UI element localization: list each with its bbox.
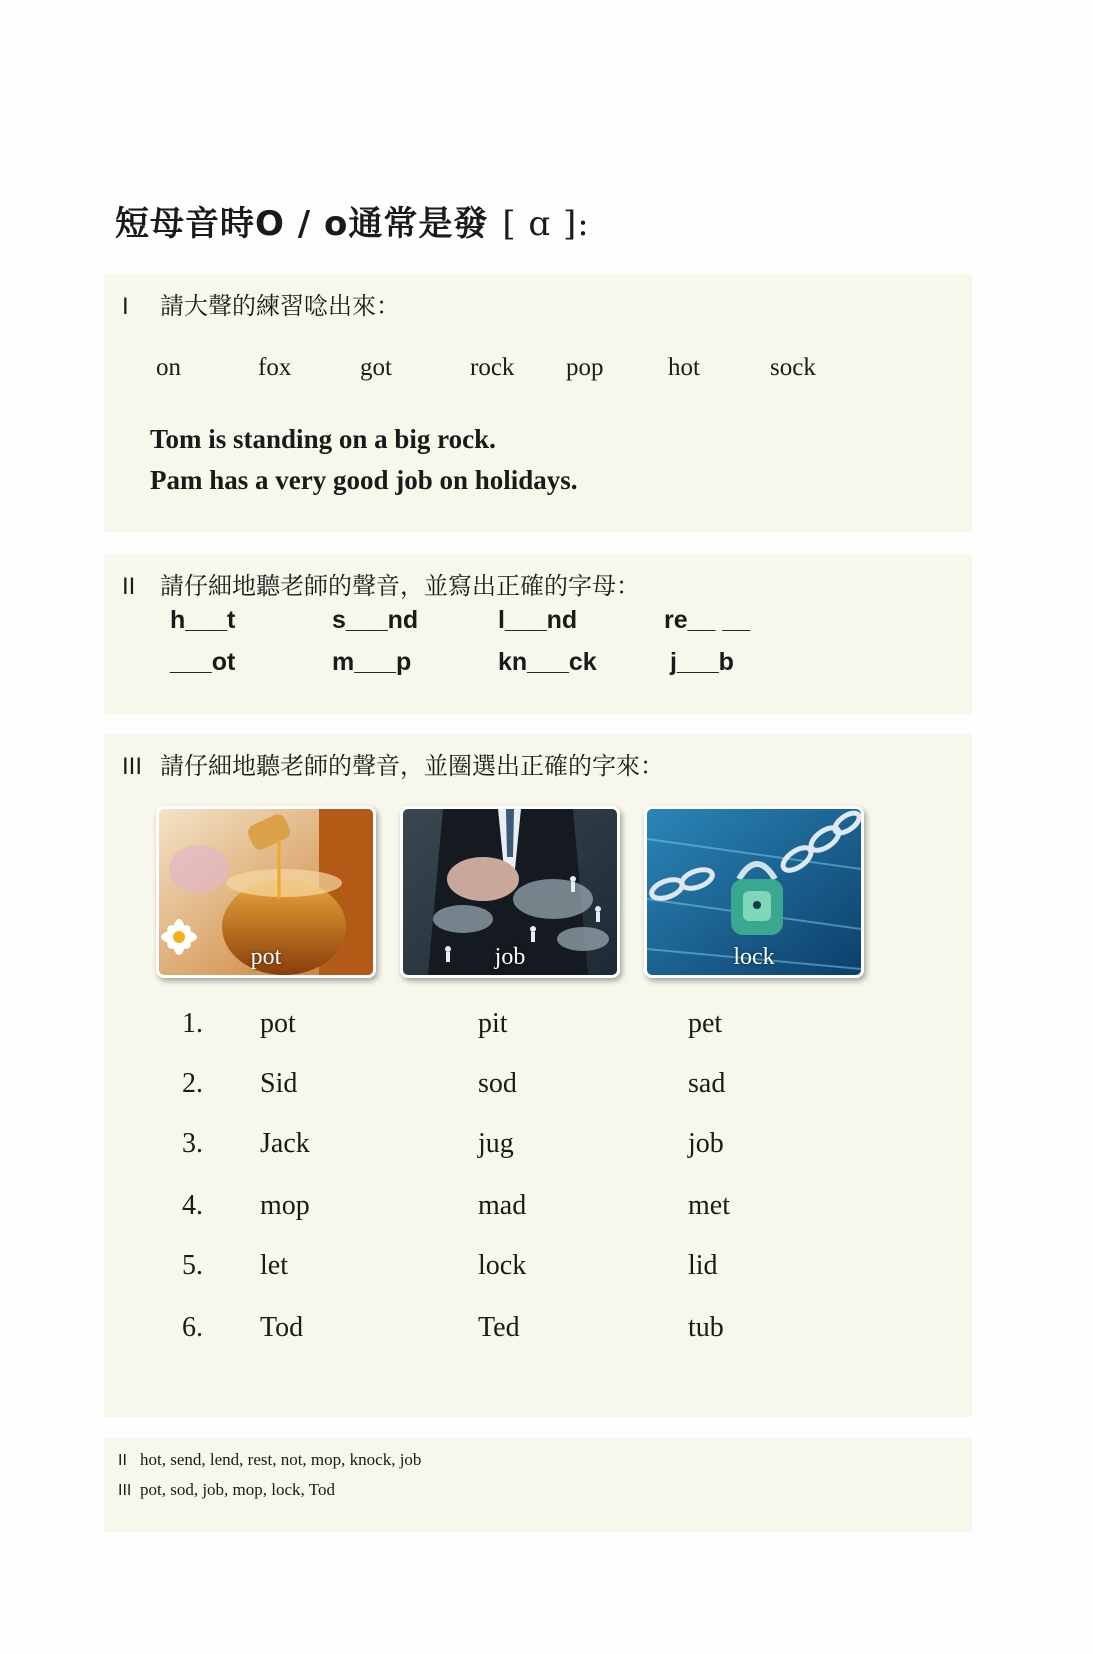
fill-blank-item[interactable]: h___t (170, 606, 236, 634)
photo-caption: pot (250, 944, 282, 970)
section-1-number: I (122, 293, 129, 320)
photo-lock (644, 806, 864, 978)
section-3-circle-words (104, 734, 972, 1417)
choice-word[interactable]: mop (260, 1190, 310, 1221)
choice-word[interactable]: pot (260, 1008, 296, 1039)
choice-word[interactable]: sod (478, 1068, 517, 1099)
answer-text: pot, sod, job, mop, lock, Tod (140, 1480, 335, 1499)
fill-blank-item[interactable]: s___nd (332, 606, 419, 634)
section-2-heading (122, 566, 640, 601)
practice-word: sock (770, 354, 816, 381)
practice-word: hot (668, 354, 700, 381)
photo-caption: job (494, 944, 526, 970)
section-3-instruction: 請仔細地聽老師的聲音，並圈選出正確的字來： (160, 752, 664, 780)
practice-word: rock (470, 354, 515, 381)
answer-section-number: III (118, 1482, 132, 1499)
choice-word[interactable]: Sid (260, 1068, 298, 1099)
practice-word: fox (258, 354, 292, 381)
photo-caption: lock (733, 944, 775, 970)
practice-sentence: Tom is standing on a big rock. (150, 424, 496, 454)
choice-word[interactable]: pit (478, 1008, 508, 1039)
practice-word: pop (566, 354, 604, 381)
item-number: 5. (182, 1250, 203, 1281)
section-1-instruction: 請大聲的練習唸出來： (160, 292, 400, 320)
section-2-instruction: 請仔細地聽老師的聲音，並寫出正確的字母： (160, 572, 640, 600)
fill-blank-item[interactable]: l___nd (498, 606, 578, 634)
item-number: 3. (182, 1128, 203, 1159)
fill-blank-item[interactable]: m___p (332, 648, 412, 676)
section-1-heading (122, 286, 400, 321)
fill-blank-item[interactable]: ___ot (170, 648, 236, 676)
item-number: 2. (182, 1068, 203, 1099)
answer-key (104, 1438, 972, 1532)
section-2-number: II (122, 573, 136, 600)
answer-text: hot, send, lend, rest, not, mop, knock, job (140, 1450, 422, 1469)
item-number: 4. (182, 1190, 203, 1221)
title-text: 短母音時O / o通常是發 (115, 204, 489, 244)
choice-word[interactable]: Jack (260, 1128, 310, 1159)
practice-word: on (156, 354, 181, 381)
page-title (115, 196, 590, 245)
section-1-practice (104, 274, 972, 532)
answer-section-number: II (118, 1452, 127, 1469)
fill-blank-item[interactable]: j___b (670, 648, 734, 676)
fill-blank-item[interactable]: kn___ck (498, 648, 597, 676)
choice-word[interactable]: job (688, 1128, 724, 1159)
choice-word[interactable]: met (688, 1190, 730, 1221)
section-3-number: III (122, 753, 143, 780)
choice-word[interactable]: Tod (260, 1312, 304, 1343)
fill-blank-item[interactable]: re__ __ (664, 606, 751, 634)
choice-word[interactable]: tub (688, 1312, 724, 1343)
practice-sentence: Pam has a very good job on holidays. (150, 465, 578, 495)
choice-word[interactable]: sad (688, 1068, 726, 1099)
item-number: 1. (182, 1008, 203, 1039)
answer-line (118, 1450, 421, 1470)
photo-job (400, 806, 620, 978)
choice-word[interactable]: pet (688, 1008, 723, 1039)
section-3-heading (122, 746, 664, 781)
title-ipa: [ ɑ ]: (502, 204, 590, 244)
choice-word[interactable]: mad (478, 1190, 527, 1221)
choice-word[interactable]: jug (478, 1128, 514, 1159)
photo-pot (156, 806, 376, 978)
item-number: 6. (182, 1312, 203, 1343)
choice-word[interactable]: let (260, 1250, 288, 1281)
section-2-fill-in (104, 554, 972, 714)
answer-line (118, 1480, 335, 1500)
choice-word[interactable]: Ted (478, 1312, 520, 1343)
choice-word[interactable]: lock (478, 1250, 527, 1281)
choice-word[interactable]: lid (688, 1250, 718, 1281)
practice-word: got (360, 354, 392, 381)
